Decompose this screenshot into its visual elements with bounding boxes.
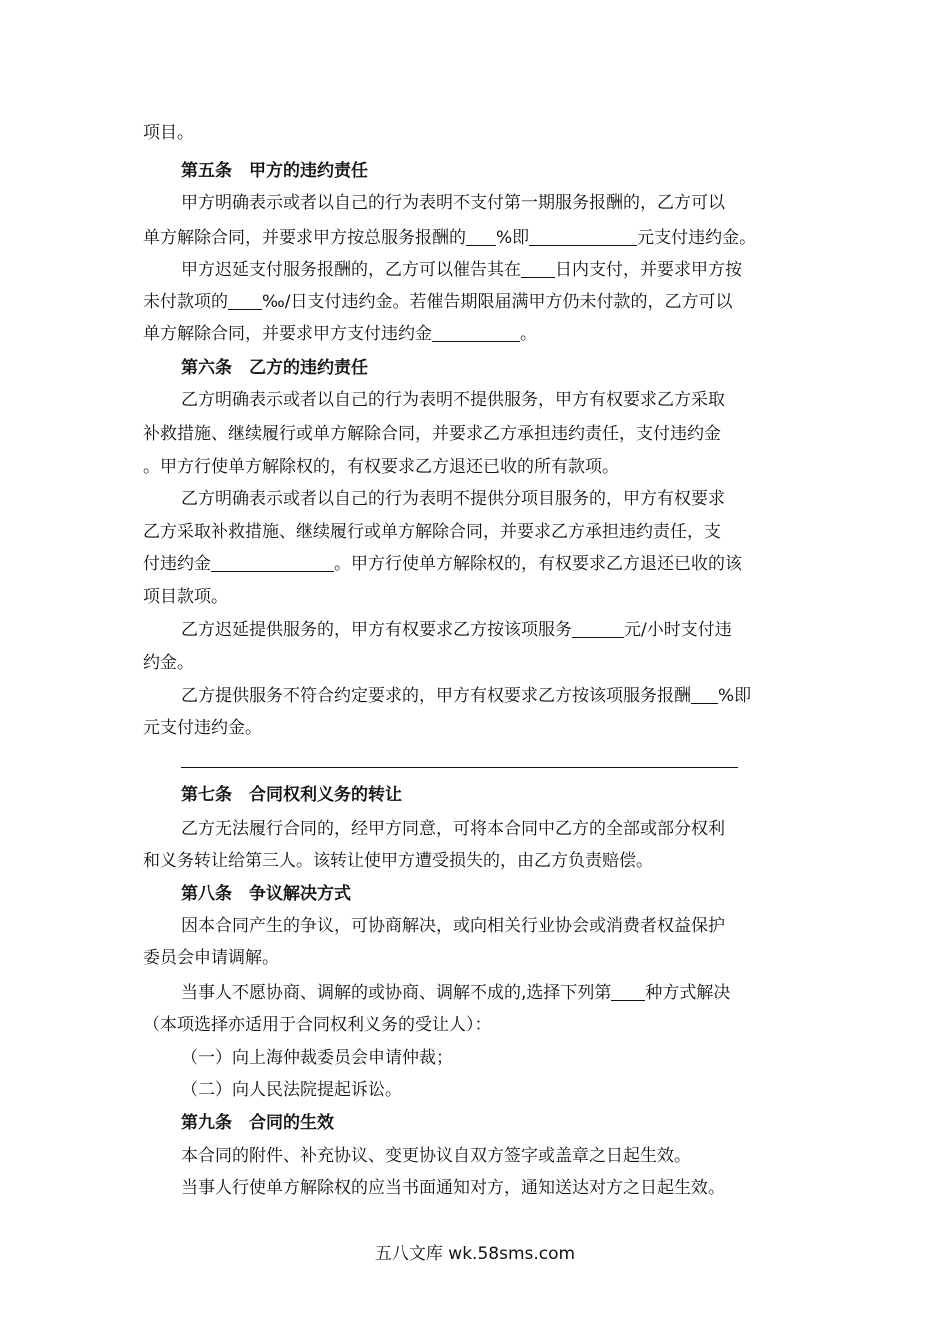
text-line: 委员会申请调解。 (143, 948, 279, 968)
blank-underline (572, 617, 624, 638)
text-line: 乙方明确表示或者以自己的行为表明不提供分项目服务的，甲方有权要求 (181, 489, 725, 509)
text-line: 本合同的附件、补充协议、变更协议自双方签字或盖章之日起生效。 (181, 1146, 691, 1166)
text-line: 未付款项的 ‰/日支付违约金。若催告期限届满甲方仍未付款的，乙方可以 (143, 286, 950, 318)
text-line: 甲方明确表示或者以自己的行为表明不支付第一期服务报酬的，乙方可以 (181, 193, 725, 213)
text-line: 乙方采取补救措施、继续履行或单方解除合同，并要求乙方承担违约责任，支 (143, 522, 721, 542)
blank-underline (521, 257, 555, 278)
article-9-heading: 第九条 合同的生效 (181, 1113, 334, 1133)
footer-watermark: 五八文库 wk.58sms.com (374, 1244, 576, 1264)
text-line: 项目。 (143, 123, 194, 143)
blank-underline (181, 767, 738, 768)
text-line: 付违约金 。甲方行使单方解除权的，有权要求乙方退还已收的该 (143, 548, 950, 580)
text-line: 当事人行使单方解除权的应当书面通知对方，通知送达对方之日起生效。 (181, 1178, 725, 1198)
text-line: 乙方迟延提供服务的，甲方有权要求乙方按该项服务 元/小时支付违 (181, 614, 950, 646)
article-6-heading: 第六条 乙方的违约责任 (181, 358, 368, 378)
text-line: 甲方迟延支付服务报酬的，乙方可以催告其在 日内支付，并要求甲方按 (181, 254, 950, 286)
text-line: 补救措施、继续履行或单方解除合同，并要求乙方承担违约责任，支付违约金 (143, 424, 721, 444)
text-line: 。甲方行使单方解除权的，有权要求乙方退还已收的所有款项。 (143, 457, 619, 477)
blank-underline (432, 321, 520, 342)
text-line: 单方解除合同，并要求甲方按总服务报酬的 %即 元支付违约金。 (143, 222, 950, 254)
text-line: 乙方明确表示或者以自己的行为表明不提供服务，甲方有权要求乙方采取 (181, 390, 725, 410)
text-line: （本项选择亦适用于合同权利义务的受让人）： (143, 1015, 492, 1035)
text-line: 项目款项。 (143, 587, 228, 607)
text-line: 元支付违约金。 (143, 718, 262, 738)
blank-underline (211, 551, 334, 572)
article-5-heading: 第五条 甲方的违约责任 (181, 161, 368, 181)
text-line: 乙方提供服务不符合约定要求的，甲方有权要求乙方按该项服务报酬 %即 (181, 680, 950, 712)
blank-underline (611, 980, 645, 1001)
blank-underline (691, 683, 718, 704)
blank-underline (466, 225, 496, 246)
text-line: 和义务转让给第三人。该转让使甲方遭受损失的，由乙方负责赔偿。 (143, 851, 653, 871)
text-line: 乙方无法履行合同的，经甲方同意，可将本合同中乙方的全部或部分权利 (181, 819, 725, 839)
article-7-heading: 第七条 合同权利义务的转让 (181, 785, 402, 805)
blank-underline (529, 225, 637, 246)
article-8-heading: 第八条 争议解决方式 (181, 884, 351, 904)
text-line: 因本合同产生的争议，可协商解决，或向相关行业协会或消费者权益保护 (181, 916, 725, 936)
text-line: 当事人不愿协商、调解的或协商、调解不成的,选择下列第 种方式解决 (181, 977, 950, 1009)
option-2: （二）向人民法院提起诉讼。 (181, 1080, 402, 1100)
option-1: （一）向上海仲裁委员会申请仲裁； (181, 1048, 453, 1068)
text-line: 约金。 (143, 653, 194, 673)
text-line: 单方解除合同，并要求甲方支付违约金 。 (143, 318, 950, 350)
blank-underline (228, 289, 262, 310)
